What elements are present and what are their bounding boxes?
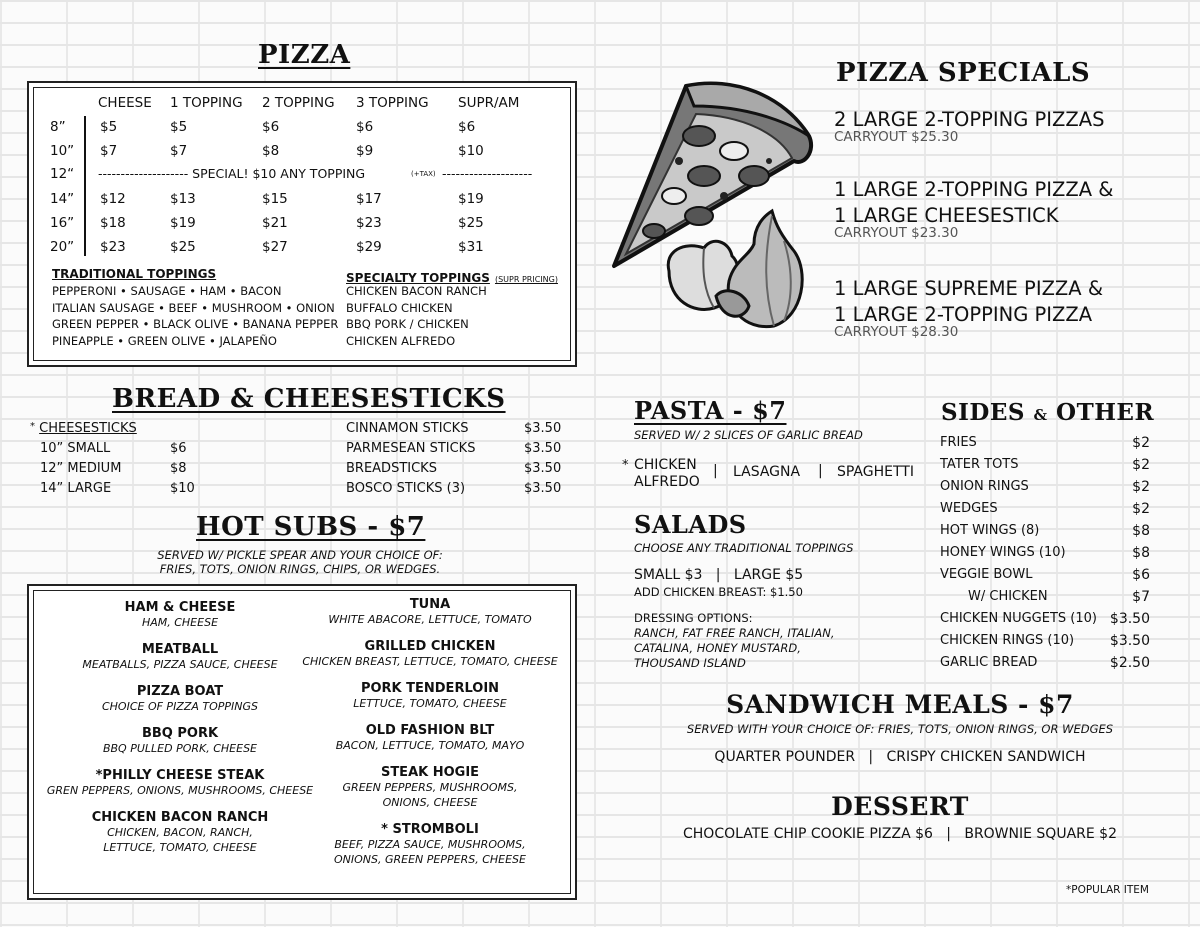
- list-item: PEPPERONI • SAUSAGE • HAM • BACON: [52, 284, 282, 298]
- sub-desc: GREN PEPPERS, ONIONS, MUSHROOMS, CHEESE: [46, 784, 314, 797]
- popular-item-footnote: *POPULAR ITEM: [1066, 884, 1149, 896]
- size-divider: [84, 116, 86, 256]
- item-price: $3.50: [524, 421, 562, 436]
- special-tax: (+TAX): [411, 170, 436, 178]
- list-item: THOUSAND ISLAND: [634, 656, 746, 670]
- price-cell: $27: [262, 239, 288, 255]
- pizza-slice-garlic-illustration: [604, 76, 819, 341]
- list-item: [940, 567, 1152, 582]
- item-name: CHICKEN NUGGETS (10): [940, 611, 1097, 626]
- pasta-item-spaghetti: SPAGHETTI: [837, 464, 914, 480]
- sub-desc: HAM, CHEESE: [141, 616, 219, 629]
- item-name: 10” SMALL: [40, 441, 111, 456]
- item-price: $2: [1132, 501, 1150, 517]
- item-price: $8: [1132, 523, 1150, 539]
- header-supreme: SUPR/AM: [458, 95, 520, 111]
- sides-title-part: SIDES: [941, 399, 1025, 426]
- price-cell: $31: [458, 239, 484, 255]
- list-item: [346, 441, 562, 456]
- separator: |: [713, 463, 718, 479]
- pasta-title: PASTA - $7: [634, 396, 787, 425]
- item-price: $3.50: [524, 461, 562, 476]
- price-cell: $5: [170, 119, 188, 135]
- pasta-item-lasagna: LASAGNA: [733, 464, 801, 480]
- specialty-pricing-note: (SUPR PRICING): [494, 275, 558, 284]
- item-name: CHICKEN RINGS (10): [940, 633, 1075, 648]
- special-item-price: CARRYOUT $25.30: [834, 129, 959, 145]
- sub-name: TUNA: [409, 597, 451, 612]
- list-item: BUFFALO CHICKEN: [346, 300, 453, 315]
- list-item: [40, 441, 187, 456]
- special-item-price: CARRYOUT $23.30: [834, 225, 959, 241]
- hot-subs-subtitle-1: SERVED W/ PICKLE SPEAR AND YOUR CHOICE OF:: [157, 548, 443, 562]
- sub-desc: MEATBALLS, PIZZA SAUCE, CHEESE: [82, 658, 278, 671]
- price-cell: $21: [262, 215, 288, 231]
- list-item: [940, 633, 1152, 648]
- item-price: $3.50: [524, 441, 562, 456]
- sub-name: *PHILLY CHEESE STEAK: [95, 768, 265, 783]
- sides-title: [941, 399, 1154, 426]
- sub-desc: BBQ PULLED PORK, CHEESE: [102, 742, 258, 755]
- special-item-line: 2 LARGE 2-TOPPING PIZZAS: [834, 108, 1105, 131]
- price-cell: $10: [458, 143, 484, 159]
- size-label: 10”: [50, 143, 75, 159]
- garlic-icon: [668, 211, 802, 327]
- sides-title-amp: &: [1033, 406, 1048, 424]
- list-item: RANCH, FAT FREE RANCH, ITALIAN,: [634, 626, 835, 640]
- item-name-line: CHICKEN: [634, 457, 697, 473]
- price-cell: $17: [356, 191, 382, 207]
- header-3-topping: 3 TOPPING: [356, 95, 429, 111]
- list-item: [940, 611, 1152, 626]
- price-cell: $19: [170, 215, 196, 231]
- item-price: $3.50: [1109, 633, 1150, 649]
- item-price: $8: [1132, 545, 1150, 561]
- item-price: $3.50: [1109, 611, 1150, 627]
- specialty-toppings-list: [346, 283, 487, 349]
- specialty-toppings-title: SPECIALTY TOPPINGS: [346, 271, 490, 285]
- dressing-title: DRESSING OPTIONS:: [634, 611, 753, 625]
- sub-desc: BEEF, PIZZA SAUCE, MUSHROOMS,: [334, 838, 526, 851]
- list-item: [940, 545, 1152, 560]
- special-text: -------------------- SPECIAL! $10 ANY TOPPING: [98, 166, 366, 181]
- size-label: 20”: [50, 239, 75, 255]
- special-item-price: CARRYOUT $28.30: [834, 324, 959, 340]
- list-item: PINEAPPLE • GREEN OLIVE • JALAPEÑO: [52, 333, 277, 348]
- sub-desc: CHICKEN BREAST, LETTUCE, TOMATO, CHEESE: [302, 655, 558, 668]
- item-name: 14” LARGE: [40, 481, 112, 496]
- price-cell: $9: [356, 143, 374, 159]
- dressing-list: [634, 626, 835, 671]
- sub-name: OLD FASHION BLT: [365, 723, 495, 738]
- popular-star: *: [30, 421, 35, 432]
- list-item: CHICKEN ALFREDO: [346, 333, 456, 348]
- price-cell: $23: [100, 239, 126, 255]
- list-item: [940, 501, 1152, 516]
- item-price: $2: [1132, 479, 1150, 495]
- sub-desc: LETTUCE, TOMATO, CHEESE: [353, 697, 507, 710]
- sub-desc: CHOICE OF PIZZA TOPPINGS: [101, 700, 259, 713]
- price-cell: $6: [356, 119, 374, 135]
- price-cell: $25: [170, 239, 196, 255]
- item-price: $8: [170, 461, 187, 476]
- list-item: [940, 655, 1152, 670]
- salads-subtitle: CHOOSE ANY TRADITIONAL TOPPINGS: [634, 541, 854, 555]
- price-cell: $8: [262, 143, 280, 159]
- pizza-specials-title: PIZZA SPECIALS: [836, 58, 1091, 88]
- special-dashes: --------------------: [442, 166, 533, 181]
- item-price: $10: [170, 481, 195, 496]
- size-label: 12“: [50, 166, 75, 182]
- item-name: HOT WINGS (8): [940, 523, 1040, 538]
- special-item: [834, 178, 1113, 241]
- sub-name: GRILLED CHICKEN: [364, 639, 496, 654]
- item-price: $6: [170, 441, 187, 456]
- price-cell: $18: [100, 215, 126, 231]
- header-cheese: CHEESE: [98, 95, 152, 111]
- price-cell: $13: [170, 191, 196, 207]
- list-item: GREEN PEPPER • BLACK OLIVE • BANANA PEPPER: [52, 317, 339, 331]
- header-1-topping: 1 TOPPING: [170, 95, 243, 111]
- item-name: BOSCO STICKS (3): [346, 481, 466, 496]
- salads-title: SALADS: [634, 510, 747, 539]
- sub-name: PIZZA BOAT: [136, 684, 224, 699]
- sub-desc: ONIONS, GREEN PEPPERS, CHEESE: [334, 853, 526, 866]
- list-item: [940, 589, 1152, 604]
- special-item-line: 1 LARGE CHEESESTICK: [834, 204, 1059, 227]
- salad-addon: ADD CHICKEN BREAST: $1.50: [634, 585, 803, 599]
- list-item: [940, 435, 1152, 450]
- salad-sizes: SMALL $3 | LARGE $5: [634, 567, 804, 583]
- list-item: [940, 457, 1152, 472]
- item-name: 12” MEDIUM: [40, 461, 122, 476]
- size-label: 8”: [50, 119, 66, 135]
- item-price: $2: [1132, 457, 1150, 473]
- item-name: W/ CHICKEN: [968, 589, 1048, 604]
- popular-star: *: [622, 458, 629, 473]
- sub-name: STEAK HOGIE: [380, 765, 480, 780]
- pasta-item-chicken-alfredo: [634, 457, 700, 491]
- pasta-subtitle: SERVED W/ 2 SLICES OF GARLIC BREAD: [634, 428, 863, 442]
- sub-desc: ONIONS, CHEESE: [382, 796, 478, 809]
- item-name: FRIES: [940, 435, 977, 450]
- sub-desc: GREEN PEPPERS, MUSHROOMS,: [342, 781, 518, 794]
- list-item: [346, 481, 562, 496]
- item-name: ONION RINGS: [940, 479, 1029, 494]
- size-label: 14”: [50, 191, 75, 207]
- sub-desc: LETTUCE, TOMATO, CHEESE: [103, 841, 257, 854]
- item-price: $2.50: [1109, 655, 1150, 671]
- pizza-title: PIZZA: [258, 40, 351, 70]
- cheesesticks-label: CHEESESTICKS: [39, 421, 137, 436]
- sub-name: CHICKEN BACON RANCH: [91, 810, 269, 825]
- bread-title: BREAD & CHEESESTICKS: [112, 384, 506, 414]
- sub-name: HAM & CHEESE: [124, 600, 236, 615]
- sub-name: PORK TENDERLOIN: [360, 681, 500, 696]
- list-item: [40, 481, 195, 496]
- traditional-toppings-title: TRADITIONAL TOPPINGS: [52, 267, 217, 281]
- item-name: PARMESEAN STICKS: [346, 441, 476, 456]
- price-cell: $15: [262, 191, 288, 207]
- sub-name: BBQ PORK: [141, 726, 219, 741]
- item-name: GARLIC BREAD: [940, 655, 1038, 670]
- header-2-topping: 2 TOPPING: [262, 95, 335, 111]
- price-cell: $25: [458, 215, 484, 231]
- price-cell: $6: [458, 119, 476, 135]
- list-item: ITALIAN SAUSAGE • BEEF • MUSHROOM • ONION: [52, 300, 335, 315]
- sub-desc: BACON, LETTUCE, TOMATO, MAYO: [335, 739, 525, 752]
- special-item: [834, 277, 1103, 340]
- item-name: BREADSTICKS: [346, 461, 437, 476]
- special-item: [834, 108, 1104, 145]
- price-cell: $7: [170, 143, 188, 159]
- list-item: [940, 479, 1152, 494]
- price-cell: $12: [100, 191, 126, 207]
- item-price: $3.50: [524, 481, 562, 496]
- sandwich-subtitle: SERVED WITH YOUR CHOICE OF: FRIES, TOTS, ONION RINGS, OR WEDGES: [686, 722, 1114, 736]
- item-price: $7: [1132, 589, 1150, 605]
- sub-desc: WHITE ABACORE, LETTUCE, TOMATO: [328, 613, 532, 626]
- list-item: [40, 461, 187, 476]
- sub-desc: CHICKEN, BACON, RANCH,: [107, 826, 253, 839]
- item-name: CINNAMON STICKS: [346, 421, 469, 436]
- price-cell: $23: [356, 215, 382, 231]
- list-item: [346, 461, 562, 476]
- price-cell: $6: [262, 119, 280, 135]
- hot-subs-left-column: [40, 600, 320, 855]
- item-price: $6: [1132, 567, 1150, 583]
- dessert-title: DESSERT: [831, 792, 969, 821]
- special-item-line: 1 LARGE SUPREME PIZZA &: [834, 277, 1104, 300]
- special-item-line: 1 LARGE 2-TOPPING PIZZA: [834, 303, 1093, 326]
- traditional-toppings-list: [52, 283, 338, 349]
- hot-subs-subtitle-2: FRIES, TOTS, ONION RINGS, CHIPS, OR WEDGES.: [159, 562, 441, 576]
- item-name: HONEY WINGS (10): [940, 545, 1066, 560]
- item-price: $2: [1132, 435, 1150, 451]
- item-name: VEGGIE BOWL: [940, 567, 1033, 582]
- list-item: CATALINA, HONEY MUSTARD,: [634, 641, 801, 655]
- item-name: WEDGES: [940, 501, 998, 516]
- item-name-line: ALFREDO: [634, 474, 700, 490]
- hot-subs-title: HOT SUBS - $7: [196, 512, 426, 542]
- price-cell: $5: [100, 119, 118, 135]
- list-item: CHICKEN BACON RANCH: [346, 284, 487, 298]
- size-label: 16”: [50, 215, 75, 231]
- cheesesticks-heading: [30, 421, 137, 436]
- sub-name: MEATBALL: [141, 642, 219, 657]
- sandwich-items: QUARTER POUNDER | CRISPY CHICKEN SANDWICH: [714, 749, 1086, 765]
- dessert-items: CHOCOLATE CHIP COOKIE PIZZA $6 | BROWNIE SQUARE $2: [683, 826, 1117, 842]
- hot-subs-right-column: [290, 597, 570, 867]
- separator: |: [818, 463, 823, 479]
- list-item: [940, 523, 1152, 538]
- special-item-line: 1 LARGE 2-TOPPING PIZZA &: [834, 178, 1114, 201]
- item-name: TATER TOTS: [940, 457, 1019, 472]
- sides-title-part: OTHER: [1056, 399, 1155, 426]
- sandwich-title: SANDWICH MEALS - $7: [726, 690, 1074, 719]
- price-cell: $19: [458, 191, 484, 207]
- list-item: [346, 421, 562, 436]
- sub-name: * STROMBOLI: [381, 822, 479, 837]
- price-cell: $7: [100, 143, 118, 159]
- price-cell: $29: [356, 239, 382, 255]
- list-item: BBQ PORK / CHICKEN: [346, 317, 469, 331]
